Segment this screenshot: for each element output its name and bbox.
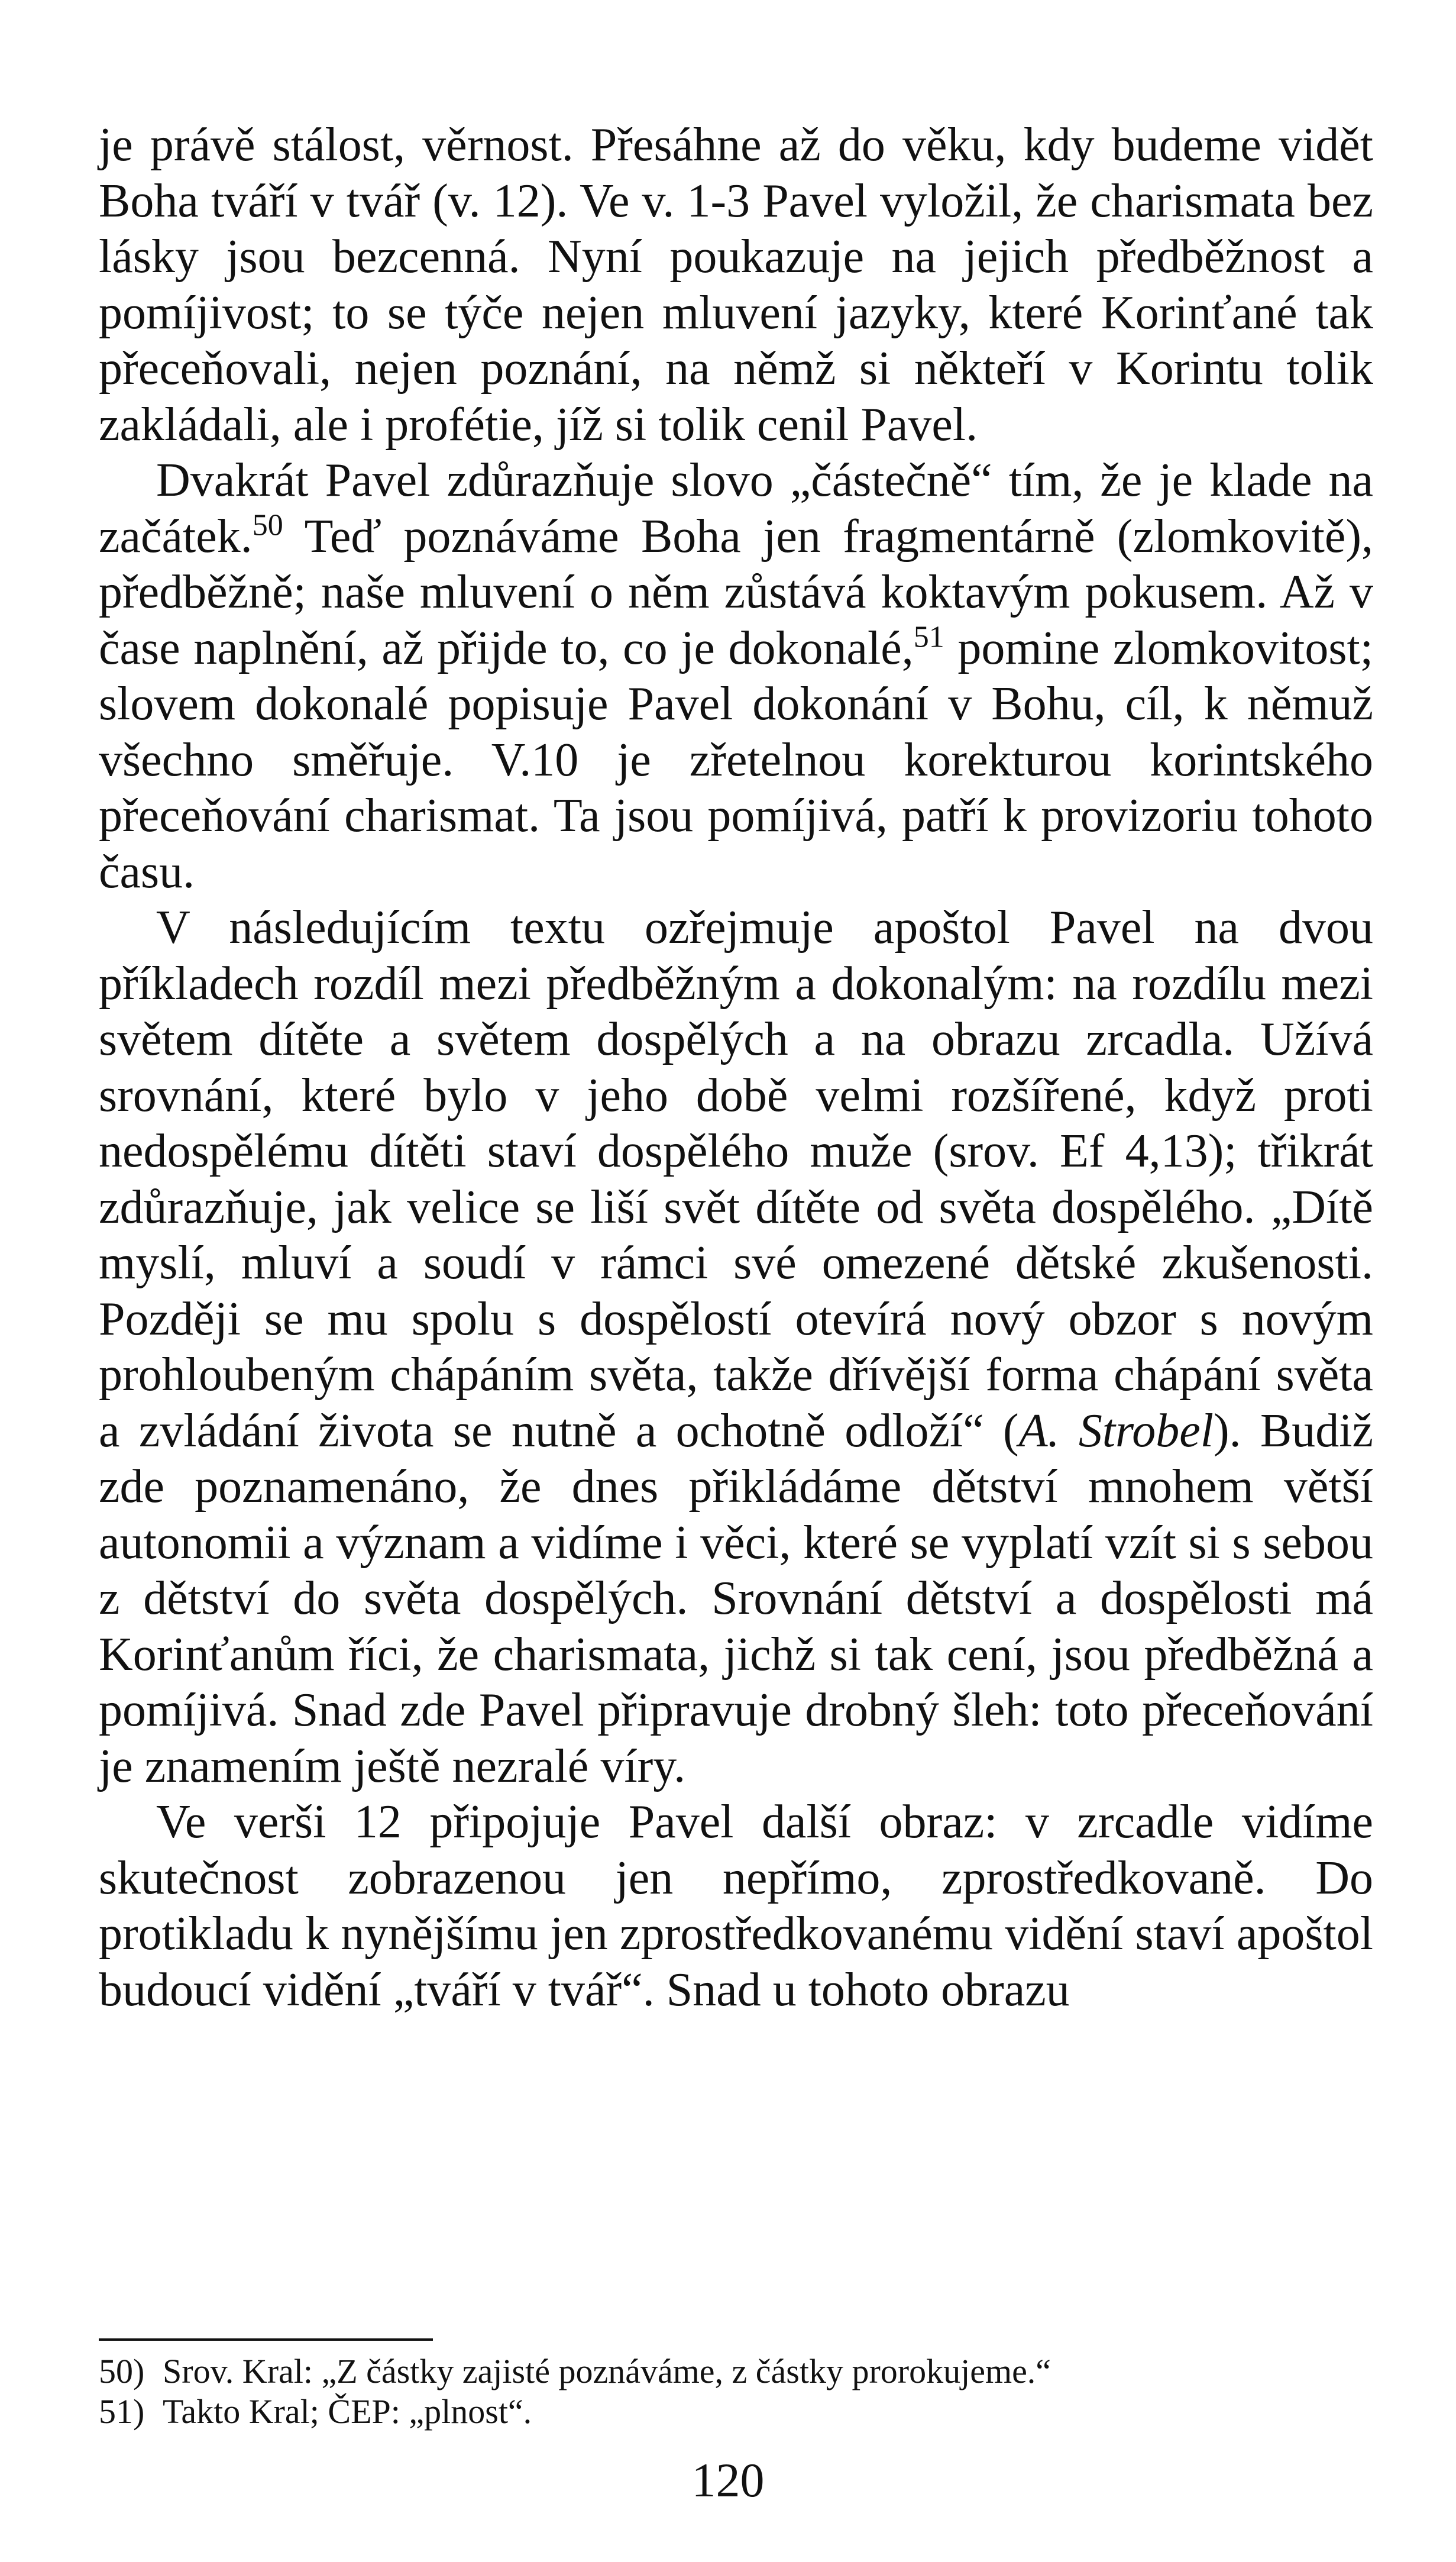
page-number: 120 (691, 2453, 765, 2507)
text-run: Teď poznáváme Boha jen fragmentárně (zlomkovitě), předběžně; naše mluvení o něm zůstává koktavým pokusem. Až v čase naplnění, až přijde to, co je dokonalé, (99, 510, 1373, 674)
cited-author: A. Strobel (1018, 1404, 1214, 1457)
paragraph (99, 1794, 1373, 2018)
footnote-reference: 50 (252, 508, 283, 542)
text-run: je právě stálost, věrnost. Přesáhne až do věku, kdy budeme vidět Boha tváří v tvář (v. 12). Ve v. 1-3 Pavel vyložil, že charismata bez lásky jsou bezcenná. Nyní poukazuje na jejich předběžnost a pomíjivost; to se týče nejen mluvení jazyky, které Korinťané tak přeceňovali, nejen poznání, na němž si někteří v Korintu tolik zakládali, ale i profétie, jíž si tolik cenil Pavel. (99, 119, 1373, 451)
text-run: Ve verši 12 připojuje Pavel další obraz: v zrcadle vidíme skutečnost zobrazenou jen nepřímo, zprostředkovaně. Do protikladu k nynějšímu jen zprostředkovanému vidění staví apoštol budoucí vidění „tváří v tvář“. Snad u tohoto obrazu (99, 1796, 1373, 2016)
footnote-51 (99, 2392, 1373, 2432)
paragraph (99, 117, 1373, 453)
text-run: pomine zlomkovitost; slovem dokonalé popisuje Pavel dokonání v Bohu, cíl, k němuž všechno směřuje. V.10 je zřetelnou korekturou korintského přeceňování charismat. Ta jsou pomíjivá, patří k provizoriu tohoto času. (99, 622, 1373, 898)
footnote-divider (99, 2338, 433, 2341)
text-run: V následujícím textu ozřejmuje apoštol Pavel na dvou příkladech rozdíl mezi předběžným a dokonalým: na rozdílu mezi světem dítěte a světem dospělých a na obrazu zrcadla. Užívá srovnání, které bylo v jeho době velmi rozšířené, když proti nedospělému dítěti staví dospělého muže (srov. Ef 4,13); třikrát zdůrazňuje, jak velice se liší svět dítěte od světa dospělého. „Dítě myslí, mluví a soudí v rámci své omezené dětské zkušenosti. Později se mu spolu s dospělostí otevírá nový obzor s novým prohloubeným chápáním světa, takže dřívější forma chápání světa a zvládání života se nutně a ochotně odloží“ ( (99, 902, 1373, 1457)
paragraph (99, 900, 1373, 1794)
footnote-50 (99, 2351, 1373, 2392)
page (99, 117, 1373, 2018)
paragraph (99, 453, 1373, 900)
footnote-text: Takto Kral; ČEP: „plnost“. (163, 2392, 532, 2431)
footnote-number: 50) (99, 2352, 145, 2390)
footnote-reference: 51 (913, 619, 944, 654)
body-text (99, 117, 1373, 2018)
footnotes (99, 2351, 1373, 2432)
text-run: Dvakrát Pavel zdůrazňuje slovo „částečně“ tím, že je klade na začátek. (99, 454, 1373, 563)
footnote-text: Srov. Kral: „Z částky zajisté poznáváme, z částky prorokujeme.“ (163, 2352, 1051, 2390)
text-run: ). Budiž zde poznamenáno, že dnes přikládáme dětství mnohem větší autonomii a význam a vidíme i věci, které se vyplatí vzít si s sebou z dětství do světa dospělých. Srovnání dětství a dospělosti má Korinťanům říci, že charismata, jichž si tak cení, jsou předběžná a pomíjivá. Snad zde Pavel připravuje drobný šleh: toto přeceňování je znamením ještě nezralé víry. (99, 1404, 1374, 1792)
footnote-number: 51) (99, 2392, 145, 2431)
